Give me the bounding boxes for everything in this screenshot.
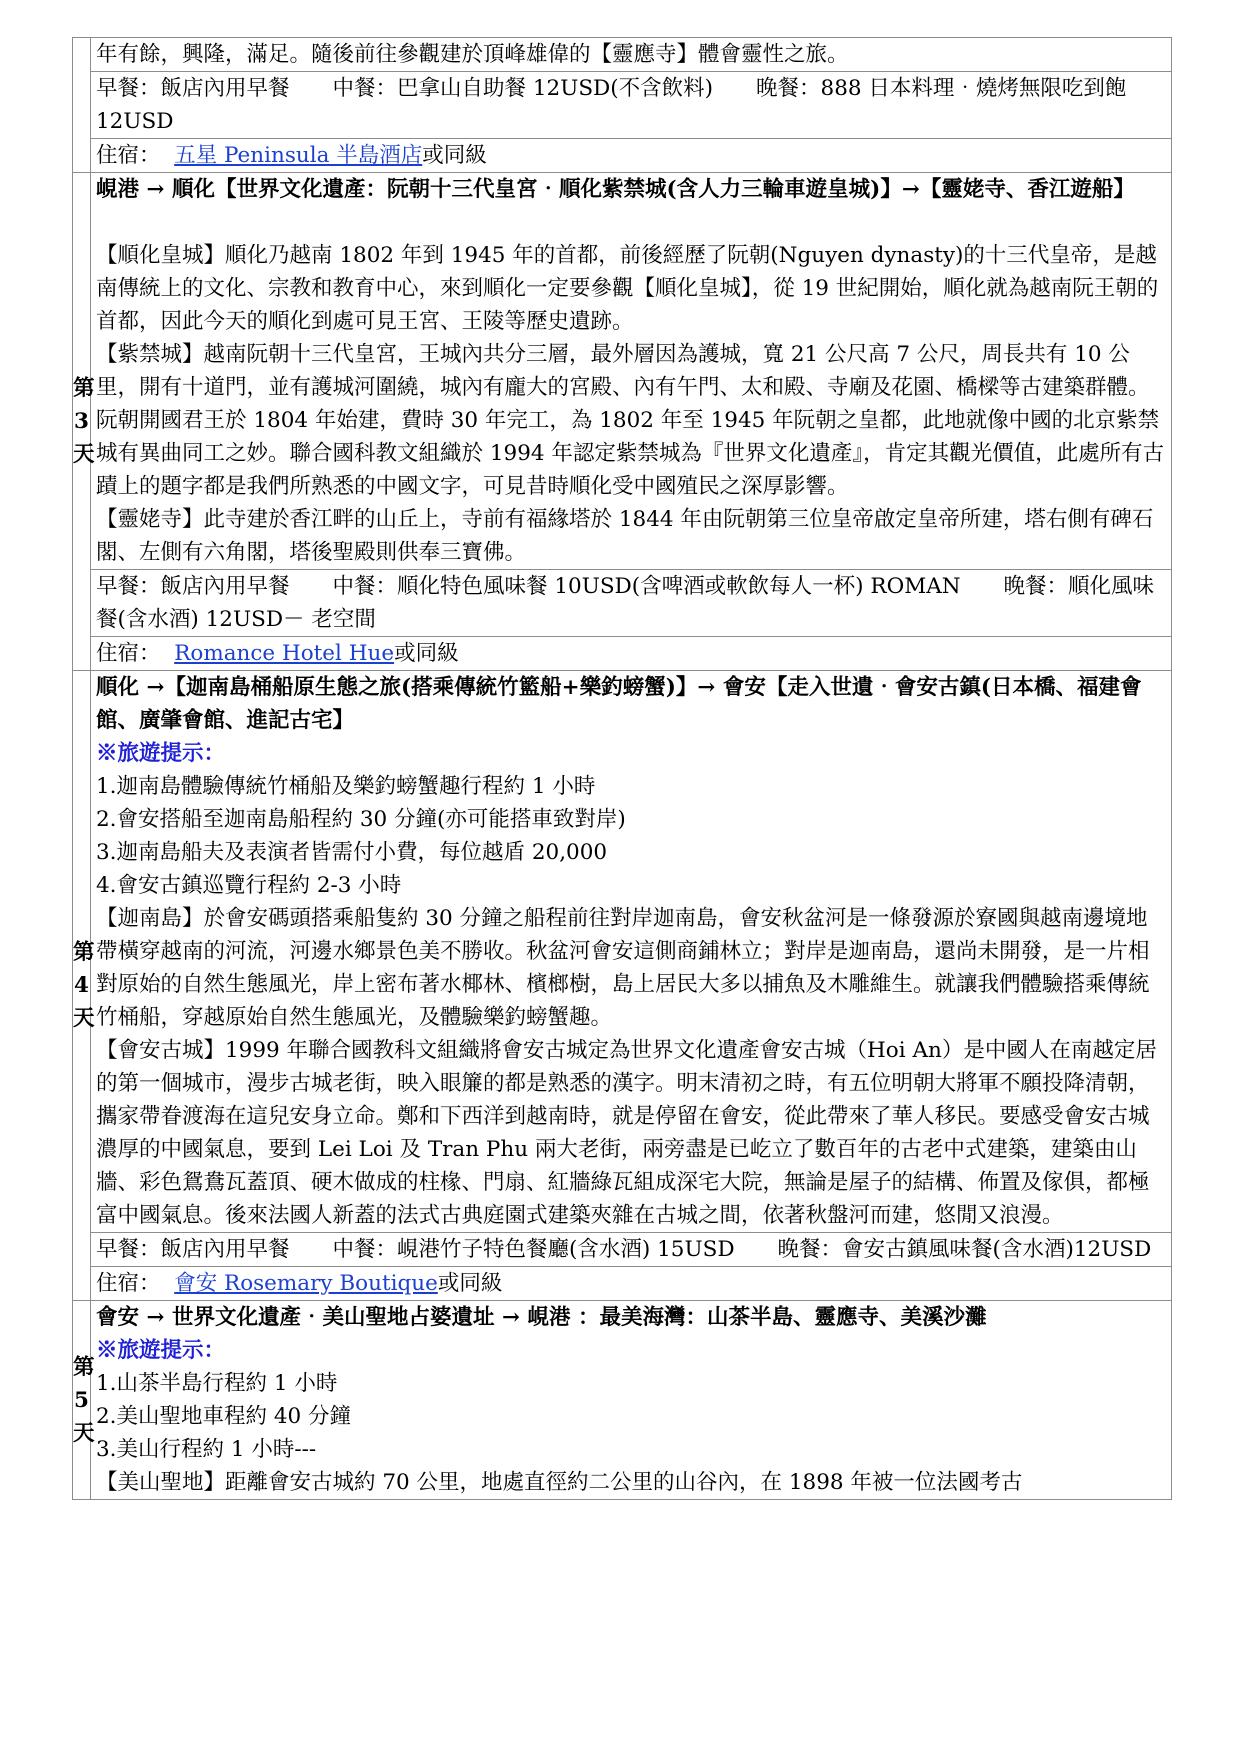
day3-paragraph: 【靈姥寺】此寺建於香江畔的山丘上，寺前有福緣塔於 1844 年由阮朝第三位皇帝啟定皇帝所建，塔右側有碑石閣、左側有六角閣，塔後聖殿則供奉三寶佛。 — [96, 507, 1154, 565]
day3-hotel-suffix: 或同級 — [394, 641, 459, 666]
day5-content-row — [73, 1301, 1172, 1500]
day5-title: 會安 → 世界文化遺產‧美山聖地占婆遺址 → 峴港 ：最美海灣：山茶半島、靈應寺、美溪沙灘 — [96, 1305, 987, 1330]
day3-content-row — [73, 173, 1172, 570]
day4-tip-item: 1.迦南島體驗傳統竹桶船及樂釣螃蟹趣行程約 1 小時 — [96, 774, 596, 799]
day5-tip-item: 3.美山行程約 1 小時--- — [96, 1437, 317, 1462]
day4-lodging-row — [73, 1267, 1172, 1301]
day4-day-char: 天 — [73, 1006, 95, 1031]
day2-meals-row — [73, 72, 1172, 139]
day2-hotel-suffix: 或同級 — [422, 143, 487, 168]
day4-content-row — [73, 671, 1172, 1233]
day4-lodging-label: 住宿： — [96, 1271, 161, 1296]
day5-day-number: 5 — [74, 1387, 89, 1413]
day5-tip-item: 1.山茶半島行程約 1 小時 — [96, 1371, 338, 1396]
day2-meals: 早餐：飯店內用早餐 中餐：巴拿山自助餐 12USD(不含飲料) 晚餐：888 日本料理‧燒烤無限吃到飽 12USD — [96, 76, 1127, 134]
day3-hotel-link[interactable]: Romance Hotel Hue — [174, 641, 395, 666]
day4-paragraph: 【會安古城】1999 年聯合國教科文組織將會安古城定為世界文化遺產會安古城（Hoi An）是中國人在南越定居的第一個城市，漫步古城老街，映入眼簾的都是熟悉的漢字。明末清初之時，有五位明朝大將軍不願投降清朝，攜家帶眷渡海在這兒安身立命。鄭和下西洋到越南時，就是停留在會安，從此帶來了華人移民。要感受會安古城濃厚的中國氣息，要到 Lei Loi 及 Tran Phu 兩大老街，兩旁盡是已屹立了數百年的古老中式建築，建築由山牆、彩色鴛鴦瓦蓋頂、硬木做成的柱椽、門扇、紅牆綠瓦組成深宅大院，無論是屋子的結構、佈置及傢俱，都極富中國氣息。後來法國人新蓋的法式古典庭園式建築夾雜在古城之間，依著秋盤河而建，悠閒又浪漫。 — [96, 1038, 1157, 1228]
day4-hotel-link[interactable]: 會安 Rosemary Boutique — [174, 1271, 438, 1296]
day4-meals-row — [73, 1233, 1172, 1267]
day4-day-number: 4 — [74, 973, 89, 998]
day4-tip-heading: ※旅遊提示： — [96, 741, 226, 766]
day3-lodging-row — [73, 637, 1172, 671]
day3-paragraph: 【紫禁城】越南阮朝十三代皇宮，王城內共分三層，最外層因為護城，寬 21 公尺高 7 公尺，周長共有 10 公里，開有十道門，並有護城河圍繞，城內有龐大的宮殿、內有午門、太和殿、寺廟及花園、橋樑等古建築群體。阮朝開國君王於 1804 年始建，費時 30 年完工，為 1802 年至 1945 年阮朝之皇都，此地就像中國的北京紫禁城有異曲同工之妙。聯合國科教文組織於 1994 年認定紫禁城為『世界文化遺產』，肯定其觀光價值，此處所有古蹟上的題字都是我們所熟悉的中國文字，可見昔時順化受中國殖民之深厚影響。 — [96, 342, 1165, 499]
day2-continued-text: 年有餘，興隆，滿足。隨後前往參觀建於頂峰雄偉的【靈應寺】體會靈性之旅。 — [96, 42, 849, 67]
day3-paragraph: 【順化皇城】順化乃越南 1802 年到 1945 年的首都，前後經歷了阮朝(Nguyen dynasty)的十三代皇帝，是越南傳統上的文化、宗教和教育中心，來到順化一定要參觀【順化皇城】，從 19 世紀開始，順化就為越南阮王朝的首都，因此今天的順化到處可見王宮、王陵等歷史遺跡。 — [96, 243, 1159, 334]
day3-lodging-label: 住宿： — [96, 641, 161, 666]
day5-tip-heading: ※旅遊提示： — [96, 1338, 226, 1363]
day3-day-char: 第 — [73, 376, 95, 401]
day4-tip-item: 2.會安搭船至迦南島船程約 30 分鐘(亦可能搭車致對岸) — [96, 807, 626, 832]
day5-paragraph: 【美山聖地】距離會安古城約 70 公里，地處直徑約二公里的山谷內，在 1898 年被一位法國考古 — [96, 1470, 1023, 1495]
day2-lodging-row — [73, 139, 1172, 173]
day3-meals-row — [73, 570, 1172, 637]
itinerary-table — [72, 37, 1172, 1500]
day4-hotel-suffix: 或同級 — [437, 1271, 503, 1296]
day3-title: 峴港 → 順化【世界文化遺產：阮朝十三代皇宮‧順化紫禁城(含人力三輪車遊皇城)】→【靈姥寺、香江遊船】 — [96, 177, 1135, 202]
day5-tip-item: 2.美山聖地車程約 40 分鐘 — [96, 1404, 352, 1429]
day2-hotel-link[interactable]: 五星 Peninsula 半島酒店 — [174, 143, 423, 168]
day3-day-number: 3 — [74, 409, 89, 434]
day2-day-cell — [73, 38, 91, 173]
day4-day-cell — [73, 671, 95, 1301]
day3-day-char: 天 — [73, 442, 95, 467]
day5-day-cell — [73, 1301, 95, 1500]
day2-lodging-label: 住宿： — [96, 143, 161, 168]
day2-continuation-row — [73, 38, 1172, 72]
day3-meals: 早餐：飯店內用早餐 中餐：順化特色風味餐 10USD(含啤酒或軟飲每人一杯) ROMAN 晚餐：順化風味餐(含水酒) 12USD－ 老空間 — [96, 574, 1155, 632]
day4-title: 順化 →【迦南島桶船原生態之旅(搭乘傳統竹籃船+樂釣螃蟹)】→ 會安【走入世遺‧會安古鎮(日本橋、福建會館、廣肇會館、進記古宅】 — [96, 675, 1142, 733]
day4-meals: 早餐：飯店內用早餐 中餐：峴港竹子特色餐廳(含水酒) 15USD 晚餐：會安古鎮風味餐(含水酒)12USD — [96, 1237, 1152, 1262]
day5-day-char: 第 — [73, 1354, 95, 1380]
day3-day-cell — [73, 173, 95, 671]
day4-tip-item: 4.會安古鎮巡覽行程約 2-3 小時 — [96, 873, 402, 898]
itinerary-page — [72, 37, 1172, 1500]
day5-day-char: 天 — [73, 1420, 95, 1446]
day4-day-char: 第 — [73, 940, 95, 965]
day4-paragraph: 【迦南島】於會安碼頭搭乘船隻約 30 分鐘之船程前往對岸迦南島，會安秋盆河是一條發源於寮國與越南邊境地帶橫穿越南的河流，河邊水鄉景色美不勝收。秋盆河會安這側商鋪林立；對岸是迦南島，還尚未開發，是一片相對原始的自然生態風光，岸上密布著水椰林、檳榔樹，島上居民大多以捕魚及木雕維生。就讓我們體驗搭乘傳統竹桶船，穿越原始自然生態風光，及體驗樂釣螃蟹趣。 — [96, 906, 1150, 1030]
day4-tip-item: 3.迦南島船夫及表演者皆需付小費，每位越盾 20,000 — [96, 840, 608, 865]
